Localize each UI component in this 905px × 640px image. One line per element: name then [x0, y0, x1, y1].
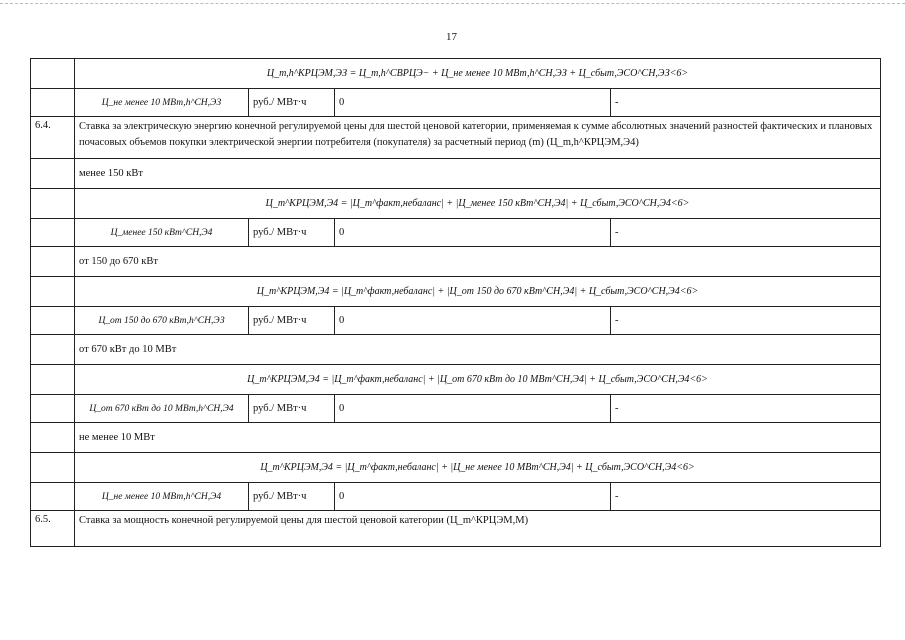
table-row [31, 423, 881, 453]
band-label: не менее 10 МВт [75, 423, 881, 453]
table-row [31, 247, 881, 277]
number-cell [31, 189, 75, 219]
symbol-cell: Ц_от 670 кВт до 10 МВт,h^СН,Э4 [75, 395, 249, 423]
unit-cell: руб./ МВт·ч [249, 219, 335, 247]
table-row [31, 219, 881, 247]
number-cell [31, 247, 75, 277]
number-cell [31, 159, 75, 189]
dash-cell: - [611, 395, 881, 423]
number-cell [31, 395, 75, 423]
number-cell [31, 453, 75, 483]
table-row [31, 335, 881, 365]
formula-cell: Ц_m^КРЦЭМ,Э4 = |Ц_m^факт,небаланс| + |Ц_от 150 до 670 кВт^СН,Э4| + Ц_сбыт,ЭСО^СН,Э4<6> [75, 277, 881, 307]
table-row [31, 189, 881, 219]
table-row [31, 159, 881, 189]
dash-cell: - [611, 89, 881, 117]
table-row [31, 365, 881, 395]
unit-cell: руб./ МВт·ч [249, 307, 335, 335]
dash-cell: - [611, 219, 881, 247]
table-row [31, 277, 881, 307]
dash-cell: - [611, 307, 881, 335]
band-label: от 670 кВт до 10 МВт [75, 335, 881, 365]
band-label: от 150 до 670 кВт [75, 247, 881, 277]
value-cell: 0 [335, 219, 611, 247]
formula-cell: Ц_m,h^КРЦЭМ,ЭЗ = Ц_m,h^СВРЦЭ− + Ц_не менее 10 МВт,h^СН,ЭЗ + Ц_сбыт,ЭСО^СН,ЭЗ<6> [75, 59, 881, 89]
number-cell [31, 307, 75, 335]
table-row [31, 453, 881, 483]
symbol-cell: Ц_менее 150 кВт^СН,Э4 [75, 219, 249, 247]
scan-top-edge [0, 3, 905, 4]
formula-cell: Ц_m^КРЦЭМ,Э4 = |Ц_m^факт,небаланс| + |Ц_менее 150 кВт^СН,Э4| + Ц_сбыт,ЭСО^СН,Э4<6> [75, 189, 881, 219]
section-number: 6.5. [31, 511, 75, 547]
table-row [31, 307, 881, 335]
dash-cell: - [611, 483, 881, 511]
unit-cell: руб./ МВт·ч [249, 89, 335, 117]
tariff-table [30, 58, 881, 547]
number-cell [31, 335, 75, 365]
symbol-cell: Ц_не менее 10 МВт,h^СН,Э4 [75, 483, 249, 511]
table-row [31, 395, 881, 423]
formula-cell: Ц_m^КРЦЭМ,Э4 = |Ц_m^факт,небаланс| + |Ц_не менее 10 МВт^СН,Э4| + Ц_сбыт,ЭСО^СН,Э4<6> [75, 453, 881, 483]
unit-cell: руб./ МВт·ч [249, 483, 335, 511]
number-cell [31, 423, 75, 453]
symbol-cell: Ц_не менее 10 МВт,h^СН,ЭЗ [75, 89, 249, 117]
number-cell [31, 365, 75, 395]
number-cell [31, 89, 75, 117]
table-row [31, 511, 881, 547]
value-cell: 0 [335, 89, 611, 117]
table-row [31, 89, 881, 117]
table-row [31, 59, 881, 89]
number-cell [31, 483, 75, 511]
unit-cell: руб./ МВт·ч [249, 395, 335, 423]
section-text: Ставка за электрическую энергию конечной регулируемой цены для шестой ценовой категории, применяемая к сумме абсолютных значений разностей фактических и плановых почасовых объемов покупки электрической энергии потребителя (покупателя) за расчетный период (m) (Ц_m,h^КРЦЭМ,Э4) [75, 117, 881, 159]
number-cell [31, 277, 75, 307]
section-text: Ставка за мощность конечной регулируемой цены для шестой ценовой категории (Ц_m^КРЦЭМ,М) [75, 511, 881, 547]
table-row [31, 117, 881, 159]
symbol-cell: Ц_от 150 до 670 кВт,h^СН,ЭЗ [75, 307, 249, 335]
value-cell: 0 [335, 483, 611, 511]
table-row [31, 483, 881, 511]
value-cell: 0 [335, 395, 611, 423]
number-cell [31, 59, 75, 89]
band-label: менее 150 кВт [75, 159, 881, 189]
formula-cell: Ц_m^КРЦЭМ,Э4 = |Ц_m^факт,небаланс| + |Ц_от 670 кВт до 10 МВт^СН,Э4| + Ц_сбыт,ЭСО^СН,Э4<6> [75, 365, 881, 395]
page-number: 17 [446, 31, 457, 43]
number-cell [31, 219, 75, 247]
value-cell: 0 [335, 307, 611, 335]
section-number: 6.4. [31, 117, 75, 159]
